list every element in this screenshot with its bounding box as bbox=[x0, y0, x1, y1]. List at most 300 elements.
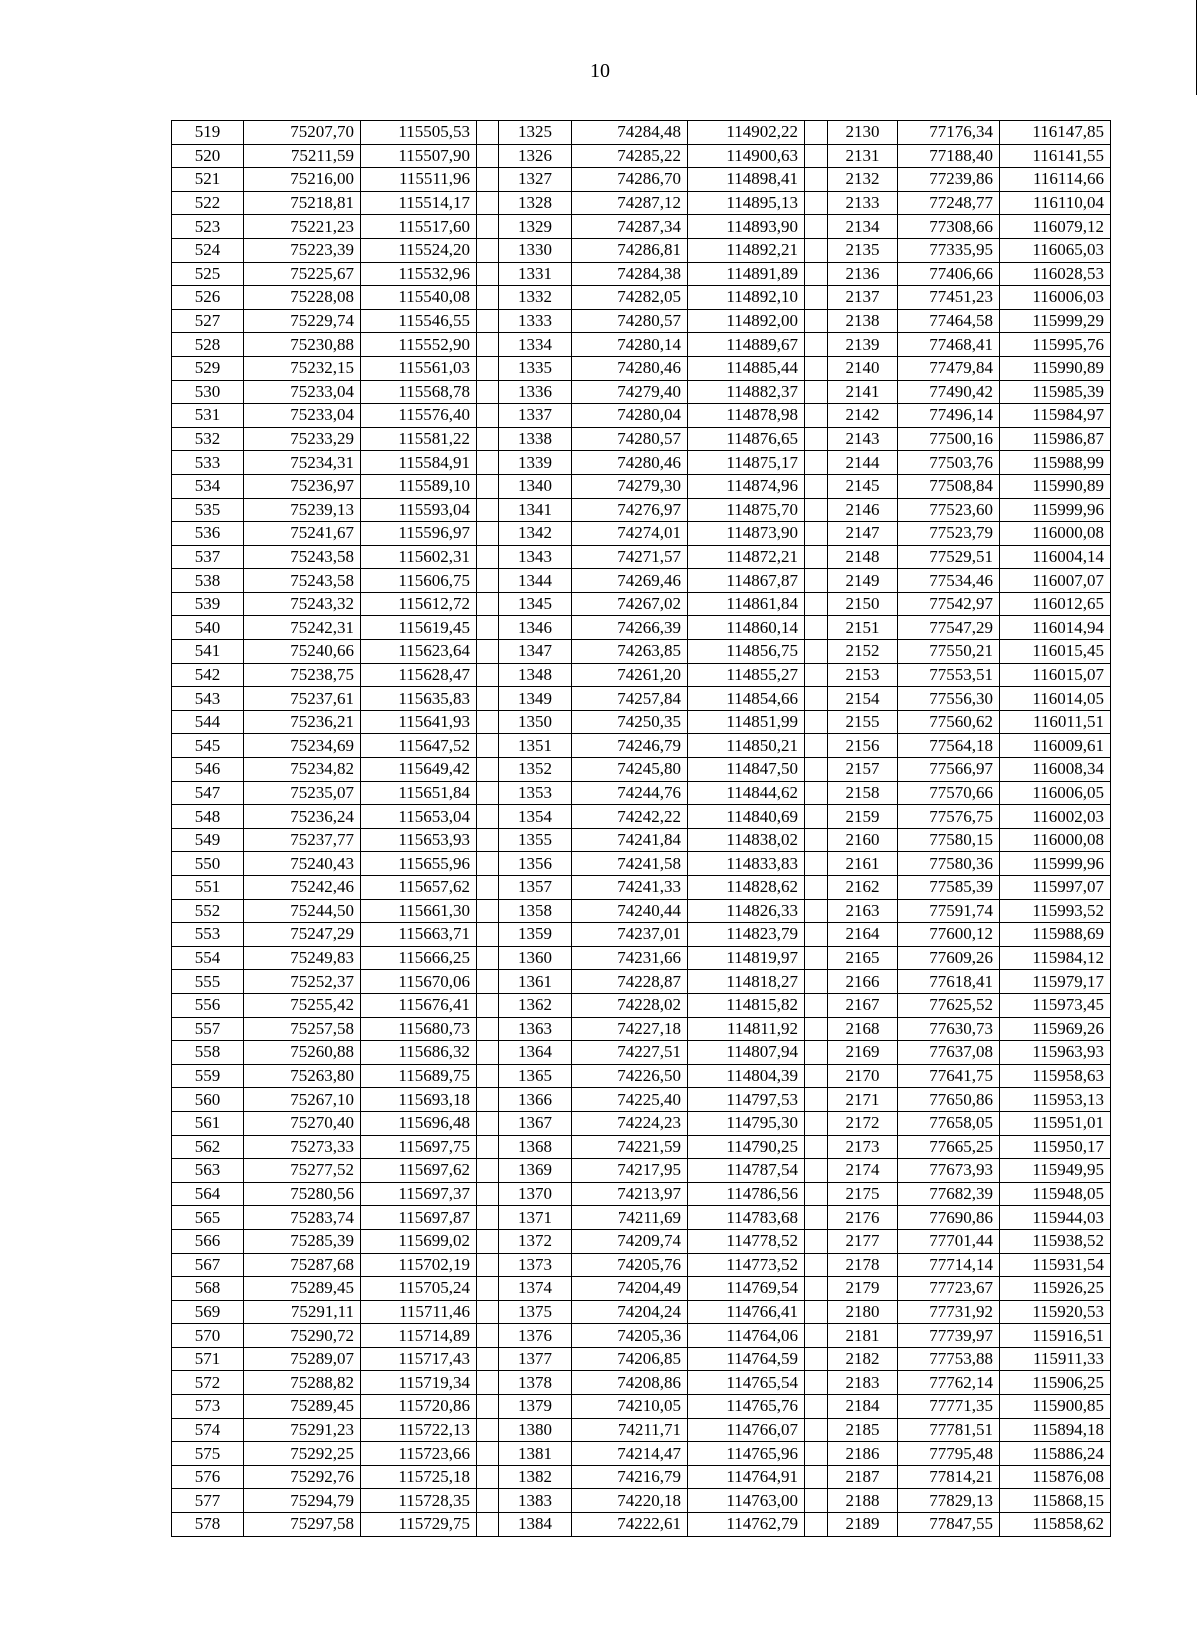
point-number-cell: 2138 bbox=[828, 309, 898, 333]
x-coordinate-cell: 74241,84 bbox=[572, 828, 688, 852]
x-coordinate-cell: 77580,15 bbox=[898, 828, 1000, 852]
group-separator bbox=[805, 1229, 828, 1253]
x-coordinate-cell: 77762,14 bbox=[898, 1371, 1000, 1395]
y-coordinate-cell: 115697,75 bbox=[361, 1135, 477, 1159]
table-row bbox=[172, 1300, 1111, 1324]
group-separator bbox=[477, 1253, 499, 1277]
y-coordinate-cell: 115714,89 bbox=[361, 1324, 477, 1348]
group-separator bbox=[805, 1135, 828, 1159]
table-row bbox=[172, 1159, 1111, 1183]
x-coordinate-cell: 74225,40 bbox=[572, 1088, 688, 1112]
group-separator bbox=[477, 309, 499, 333]
y-coordinate-cell: 115699,02 bbox=[361, 1229, 477, 1253]
y-coordinate-cell: 114900,63 bbox=[688, 144, 805, 168]
y-coordinate-cell: 114873,90 bbox=[688, 522, 805, 546]
y-coordinate-cell: 114893,90 bbox=[688, 215, 805, 239]
x-coordinate-cell: 75242,46 bbox=[244, 876, 361, 900]
y-coordinate-cell: 115717,43 bbox=[361, 1347, 477, 1371]
point-number-cell: 2134 bbox=[828, 215, 898, 239]
point-number-cell: 1380 bbox=[499, 1418, 572, 1442]
point-number-cell: 2172 bbox=[828, 1111, 898, 1135]
x-coordinate-cell: 75240,43 bbox=[244, 852, 361, 876]
table-row bbox=[172, 1418, 1111, 1442]
group-separator bbox=[477, 946, 499, 970]
x-coordinate-cell: 77658,05 bbox=[898, 1111, 1000, 1135]
group-separator bbox=[477, 1135, 499, 1159]
point-number-cell: 1369 bbox=[499, 1159, 572, 1183]
x-coordinate-cell: 74286,81 bbox=[572, 238, 688, 262]
group-separator bbox=[805, 710, 828, 734]
point-number-cell: 574 bbox=[172, 1418, 244, 1442]
group-separator bbox=[805, 1442, 828, 1466]
point-number-cell: 526 bbox=[172, 286, 244, 310]
y-coordinate-cell: 116009,61 bbox=[1000, 734, 1111, 758]
x-coordinate-cell: 74284,38 bbox=[572, 262, 688, 286]
y-coordinate-cell: 114875,70 bbox=[688, 498, 805, 522]
point-number-cell: 563 bbox=[172, 1159, 244, 1183]
x-coordinate-cell: 75237,61 bbox=[244, 687, 361, 711]
x-coordinate-cell: 75234,82 bbox=[244, 758, 361, 782]
point-number-cell: 521 bbox=[172, 168, 244, 192]
group-separator bbox=[477, 498, 499, 522]
x-coordinate-cell: 77176,34 bbox=[898, 121, 1000, 145]
table-row bbox=[172, 1489, 1111, 1513]
group-separator bbox=[805, 781, 828, 805]
table-row bbox=[172, 498, 1111, 522]
point-number-cell: 557 bbox=[172, 1017, 244, 1041]
table-row bbox=[172, 852, 1111, 876]
point-number-cell: 552 bbox=[172, 899, 244, 923]
point-number-cell: 1357 bbox=[499, 876, 572, 900]
x-coordinate-cell: 77739,97 bbox=[898, 1324, 1000, 1348]
y-coordinate-cell: 116007,07 bbox=[1000, 569, 1111, 593]
group-separator bbox=[477, 1159, 499, 1183]
point-number-cell: 1325 bbox=[499, 121, 572, 145]
point-number-cell: 1332 bbox=[499, 286, 572, 310]
group-separator bbox=[477, 1395, 499, 1419]
x-coordinate-cell: 74280,14 bbox=[572, 333, 688, 357]
point-number-cell: 1336 bbox=[499, 380, 572, 404]
y-coordinate-cell: 115926,25 bbox=[1000, 1277, 1111, 1301]
point-number-cell: 1340 bbox=[499, 474, 572, 498]
point-number-cell: 1326 bbox=[499, 144, 572, 168]
y-coordinate-cell: 114892,21 bbox=[688, 238, 805, 262]
point-number-cell: 551 bbox=[172, 876, 244, 900]
x-coordinate-cell: 74228,87 bbox=[572, 970, 688, 994]
y-coordinate-cell: 115988,99 bbox=[1000, 451, 1111, 475]
point-number-cell: 524 bbox=[172, 238, 244, 262]
y-coordinate-cell: 115950,17 bbox=[1000, 1135, 1111, 1159]
point-number-cell: 1355 bbox=[499, 828, 572, 852]
y-coordinate-cell: 115697,87 bbox=[361, 1206, 477, 1230]
group-separator bbox=[805, 1395, 828, 1419]
group-separator bbox=[477, 710, 499, 734]
y-coordinate-cell: 116008,34 bbox=[1000, 758, 1111, 782]
y-coordinate-cell: 116014,94 bbox=[1000, 616, 1111, 640]
point-number-cell: 565 bbox=[172, 1206, 244, 1230]
group-separator bbox=[805, 1064, 828, 1088]
y-coordinate-cell: 114833,83 bbox=[688, 852, 805, 876]
y-coordinate-cell: 115507,90 bbox=[361, 144, 477, 168]
table-row bbox=[172, 380, 1111, 404]
x-coordinate-cell: 75239,13 bbox=[244, 498, 361, 522]
point-number-cell: 2159 bbox=[828, 805, 898, 829]
x-coordinate-cell: 77523,79 bbox=[898, 522, 1000, 546]
table-row bbox=[172, 545, 1111, 569]
y-coordinate-cell: 114762,79 bbox=[688, 1513, 805, 1537]
x-coordinate-cell: 75225,67 bbox=[244, 262, 361, 286]
y-coordinate-cell: 116006,03 bbox=[1000, 286, 1111, 310]
y-coordinate-cell: 115988,69 bbox=[1000, 923, 1111, 947]
y-coordinate-cell: 116015,45 bbox=[1000, 640, 1111, 664]
point-number-cell: 1334 bbox=[499, 333, 572, 357]
group-separator bbox=[477, 828, 499, 852]
x-coordinate-cell: 75232,15 bbox=[244, 356, 361, 380]
point-number-cell: 550 bbox=[172, 852, 244, 876]
y-coordinate-cell: 114867,87 bbox=[688, 569, 805, 593]
y-coordinate-cell: 114764,59 bbox=[688, 1347, 805, 1371]
y-coordinate-cell: 115999,96 bbox=[1000, 498, 1111, 522]
x-coordinate-cell: 75237,77 bbox=[244, 828, 361, 852]
y-coordinate-cell: 115689,75 bbox=[361, 1064, 477, 1088]
point-number-cell: 558 bbox=[172, 1041, 244, 1065]
x-coordinate-cell: 74216,79 bbox=[572, 1465, 688, 1489]
x-coordinate-cell: 74204,49 bbox=[572, 1277, 688, 1301]
x-coordinate-cell: 74267,02 bbox=[572, 592, 688, 616]
y-coordinate-cell: 114892,00 bbox=[688, 309, 805, 333]
group-separator bbox=[477, 1277, 499, 1301]
y-coordinate-cell: 114856,75 bbox=[688, 640, 805, 664]
point-number-cell: 2149 bbox=[828, 569, 898, 593]
group-separator bbox=[477, 238, 499, 262]
y-coordinate-cell: 115517,60 bbox=[361, 215, 477, 239]
group-separator bbox=[805, 899, 828, 923]
y-coordinate-cell: 115729,75 bbox=[361, 1513, 477, 1537]
x-coordinate-cell: 74227,51 bbox=[572, 1041, 688, 1065]
x-coordinate-cell: 75292,76 bbox=[244, 1465, 361, 1489]
x-coordinate-cell: 75236,24 bbox=[244, 805, 361, 829]
table-row bbox=[172, 970, 1111, 994]
point-number-cell: 2143 bbox=[828, 427, 898, 451]
group-separator bbox=[477, 1111, 499, 1135]
y-coordinate-cell: 114763,00 bbox=[688, 1489, 805, 1513]
x-coordinate-cell: 75228,08 bbox=[244, 286, 361, 310]
point-number-cell: 531 bbox=[172, 404, 244, 428]
y-coordinate-cell: 116000,08 bbox=[1000, 828, 1111, 852]
point-number-cell: 1375 bbox=[499, 1300, 572, 1324]
point-number-cell: 539 bbox=[172, 592, 244, 616]
group-separator bbox=[805, 1418, 828, 1442]
y-coordinate-cell: 115894,18 bbox=[1000, 1418, 1111, 1442]
point-number-cell: 1382 bbox=[499, 1465, 572, 1489]
x-coordinate-cell: 74209,74 bbox=[572, 1229, 688, 1253]
y-coordinate-cell: 115876,08 bbox=[1000, 1465, 1111, 1489]
x-coordinate-cell: 77814,21 bbox=[898, 1465, 1000, 1489]
x-coordinate-cell: 77591,74 bbox=[898, 899, 1000, 923]
y-coordinate-cell: 115979,17 bbox=[1000, 970, 1111, 994]
y-coordinate-cell: 114764,91 bbox=[688, 1465, 805, 1489]
group-separator bbox=[805, 1088, 828, 1112]
x-coordinate-cell: 77500,16 bbox=[898, 427, 1000, 451]
point-number-cell: 1366 bbox=[499, 1088, 572, 1112]
x-coordinate-cell: 75218,81 bbox=[244, 191, 361, 215]
y-coordinate-cell: 114826,33 bbox=[688, 899, 805, 923]
y-coordinate-cell: 114860,14 bbox=[688, 616, 805, 640]
y-coordinate-cell: 116014,05 bbox=[1000, 687, 1111, 711]
group-separator bbox=[805, 168, 828, 192]
y-coordinate-cell: 115986,87 bbox=[1000, 427, 1111, 451]
x-coordinate-cell: 77496,14 bbox=[898, 404, 1000, 428]
point-number-cell: 556 bbox=[172, 993, 244, 1017]
point-number-cell: 537 bbox=[172, 545, 244, 569]
table-row bbox=[172, 1135, 1111, 1159]
y-coordinate-cell: 115702,19 bbox=[361, 1253, 477, 1277]
point-number-cell: 1330 bbox=[499, 238, 572, 262]
group-separator bbox=[805, 852, 828, 876]
x-coordinate-cell: 75221,23 bbox=[244, 215, 361, 239]
x-coordinate-cell: 74241,33 bbox=[572, 876, 688, 900]
y-coordinate-cell: 115593,04 bbox=[361, 498, 477, 522]
table-row bbox=[172, 993, 1111, 1017]
y-coordinate-cell: 115680,73 bbox=[361, 1017, 477, 1041]
y-coordinate-cell: 116011,51 bbox=[1000, 710, 1111, 734]
point-number-cell: 1349 bbox=[499, 687, 572, 711]
x-coordinate-cell: 74205,76 bbox=[572, 1253, 688, 1277]
y-coordinate-cell: 114854,66 bbox=[688, 687, 805, 711]
point-number-cell: 529 bbox=[172, 356, 244, 380]
y-coordinate-cell: 116006,05 bbox=[1000, 781, 1111, 805]
x-coordinate-cell: 75230,88 bbox=[244, 333, 361, 357]
point-number-cell: 555 bbox=[172, 970, 244, 994]
group-separator bbox=[805, 1182, 828, 1206]
x-coordinate-cell: 77630,73 bbox=[898, 1017, 1000, 1041]
point-number-cell: 523 bbox=[172, 215, 244, 239]
y-coordinate-cell: 116002,03 bbox=[1000, 805, 1111, 829]
table-row bbox=[172, 191, 1111, 215]
group-separator bbox=[805, 828, 828, 852]
y-coordinate-cell: 115948,05 bbox=[1000, 1182, 1111, 1206]
point-number-cell: 560 bbox=[172, 1088, 244, 1112]
group-separator bbox=[805, 1159, 828, 1183]
table-row bbox=[172, 333, 1111, 357]
x-coordinate-cell: 75207,70 bbox=[244, 121, 361, 145]
x-coordinate-cell: 75234,31 bbox=[244, 451, 361, 475]
group-separator bbox=[477, 569, 499, 593]
x-coordinate-cell: 74287,34 bbox=[572, 215, 688, 239]
point-number-cell: 572 bbox=[172, 1371, 244, 1395]
y-coordinate-cell: 114875,17 bbox=[688, 451, 805, 475]
point-number-cell: 2180 bbox=[828, 1300, 898, 1324]
y-coordinate-cell: 115916,51 bbox=[1000, 1324, 1111, 1348]
y-coordinate-cell: 115602,31 bbox=[361, 545, 477, 569]
y-coordinate-cell: 115944,03 bbox=[1000, 1206, 1111, 1230]
y-coordinate-cell: 114828,62 bbox=[688, 876, 805, 900]
x-coordinate-cell: 75238,75 bbox=[244, 663, 361, 687]
x-coordinate-cell: 77508,84 bbox=[898, 474, 1000, 498]
group-separator bbox=[477, 899, 499, 923]
x-coordinate-cell: 75233,04 bbox=[244, 380, 361, 404]
point-number-cell: 2178 bbox=[828, 1253, 898, 1277]
x-coordinate-cell: 75280,56 bbox=[244, 1182, 361, 1206]
y-coordinate-cell: 115997,07 bbox=[1000, 876, 1111, 900]
point-number-cell: 1367 bbox=[499, 1111, 572, 1135]
y-coordinate-cell: 115514,17 bbox=[361, 191, 477, 215]
x-coordinate-cell: 74208,86 bbox=[572, 1371, 688, 1395]
point-number-cell: 1328 bbox=[499, 191, 572, 215]
x-coordinate-cell: 77570,66 bbox=[898, 781, 1000, 805]
x-coordinate-cell: 77781,51 bbox=[898, 1418, 1000, 1442]
x-coordinate-cell: 75211,59 bbox=[244, 144, 361, 168]
x-coordinate-cell: 75243,58 bbox=[244, 569, 361, 593]
point-number-cell: 527 bbox=[172, 309, 244, 333]
point-number-cell: 575 bbox=[172, 1442, 244, 1466]
point-number-cell: 2133 bbox=[828, 191, 898, 215]
x-coordinate-cell: 74257,84 bbox=[572, 687, 688, 711]
x-coordinate-cell: 75289,07 bbox=[244, 1347, 361, 1371]
point-number-cell: 2130 bbox=[828, 121, 898, 145]
point-number-cell: 573 bbox=[172, 1395, 244, 1419]
group-separator bbox=[805, 734, 828, 758]
x-coordinate-cell: 77451,23 bbox=[898, 286, 1000, 310]
point-number-cell: 1356 bbox=[499, 852, 572, 876]
group-separator bbox=[477, 1513, 499, 1537]
x-coordinate-cell: 75290,72 bbox=[244, 1324, 361, 1348]
x-coordinate-cell: 77580,36 bbox=[898, 852, 1000, 876]
group-separator bbox=[477, 215, 499, 239]
x-coordinate-cell: 77553,51 bbox=[898, 663, 1000, 687]
x-coordinate-cell: 74276,97 bbox=[572, 498, 688, 522]
x-coordinate-cell: 74280,46 bbox=[572, 451, 688, 475]
point-number-cell: 549 bbox=[172, 828, 244, 852]
group-separator bbox=[477, 380, 499, 404]
point-number-cell: 2181 bbox=[828, 1324, 898, 1348]
table-row bbox=[172, 404, 1111, 428]
y-coordinate-cell: 114766,07 bbox=[688, 1418, 805, 1442]
point-number-cell: 2171 bbox=[828, 1088, 898, 1112]
x-coordinate-cell: 77406,66 bbox=[898, 262, 1000, 286]
point-number-cell: 546 bbox=[172, 758, 244, 782]
x-coordinate-cell: 77248,77 bbox=[898, 191, 1000, 215]
point-number-cell: 2145 bbox=[828, 474, 898, 498]
point-number-cell: 1339 bbox=[499, 451, 572, 475]
y-coordinate-cell: 115596,97 bbox=[361, 522, 477, 546]
y-coordinate-cell: 116000,08 bbox=[1000, 522, 1111, 546]
group-separator bbox=[477, 923, 499, 947]
point-number-cell: 568 bbox=[172, 1277, 244, 1301]
x-coordinate-cell: 74286,70 bbox=[572, 168, 688, 192]
y-coordinate-cell: 115728,35 bbox=[361, 1489, 477, 1513]
y-coordinate-cell: 114790,25 bbox=[688, 1135, 805, 1159]
point-number-cell: 1379 bbox=[499, 1395, 572, 1419]
group-separator bbox=[477, 1418, 499, 1442]
y-coordinate-cell: 115858,62 bbox=[1000, 1513, 1111, 1537]
point-number-cell: 1365 bbox=[499, 1064, 572, 1088]
y-coordinate-cell: 114815,82 bbox=[688, 993, 805, 1017]
table-row bbox=[172, 451, 1111, 475]
x-coordinate-cell: 74266,39 bbox=[572, 616, 688, 640]
point-number-cell: 2176 bbox=[828, 1206, 898, 1230]
point-number-cell: 554 bbox=[172, 946, 244, 970]
table-row bbox=[172, 899, 1111, 923]
group-separator bbox=[805, 238, 828, 262]
x-coordinate-cell: 75294,79 bbox=[244, 1489, 361, 1513]
group-separator bbox=[805, 356, 828, 380]
point-number-cell: 1359 bbox=[499, 923, 572, 947]
point-number-cell: 2139 bbox=[828, 333, 898, 357]
x-coordinate-cell: 77188,40 bbox=[898, 144, 1000, 168]
x-coordinate-cell: 77682,39 bbox=[898, 1182, 1000, 1206]
group-separator bbox=[477, 1017, 499, 1041]
y-coordinate-cell: 115561,03 bbox=[361, 356, 477, 380]
point-number-cell: 2169 bbox=[828, 1041, 898, 1065]
table-row bbox=[172, 592, 1111, 616]
y-coordinate-cell: 115696,48 bbox=[361, 1111, 477, 1135]
x-coordinate-cell: 77556,30 bbox=[898, 687, 1000, 711]
y-coordinate-cell: 114765,54 bbox=[688, 1371, 805, 1395]
x-coordinate-cell: 77550,21 bbox=[898, 640, 1000, 664]
point-number-cell: 1338 bbox=[499, 427, 572, 451]
group-separator bbox=[805, 1253, 828, 1277]
y-coordinate-cell: 115993,52 bbox=[1000, 899, 1111, 923]
group-separator bbox=[477, 1489, 499, 1513]
x-coordinate-cell: 77618,41 bbox=[898, 970, 1000, 994]
y-coordinate-cell: 115906,25 bbox=[1000, 1371, 1111, 1395]
point-number-cell: 2154 bbox=[828, 687, 898, 711]
y-coordinate-cell: 114786,56 bbox=[688, 1182, 805, 1206]
x-coordinate-cell: 75233,29 bbox=[244, 427, 361, 451]
y-coordinate-cell: 116147,85 bbox=[1000, 121, 1111, 145]
y-coordinate-cell: 114847,50 bbox=[688, 758, 805, 782]
x-coordinate-cell: 77335,95 bbox=[898, 238, 1000, 262]
point-number-cell: 535 bbox=[172, 498, 244, 522]
y-coordinate-cell: 115546,55 bbox=[361, 309, 477, 333]
point-number-cell: 2175 bbox=[828, 1182, 898, 1206]
x-coordinate-cell: 75244,50 bbox=[244, 899, 361, 923]
group-separator bbox=[477, 144, 499, 168]
y-coordinate-cell: 115606,75 bbox=[361, 569, 477, 593]
x-coordinate-cell: 75267,10 bbox=[244, 1088, 361, 1112]
y-coordinate-cell: 114844,62 bbox=[688, 781, 805, 805]
table-row bbox=[172, 286, 1111, 310]
x-coordinate-cell: 77753,88 bbox=[898, 1347, 1000, 1371]
point-number-cell: 2140 bbox=[828, 356, 898, 380]
group-separator bbox=[805, 616, 828, 640]
point-number-cell: 1331 bbox=[499, 262, 572, 286]
y-coordinate-cell: 115723,66 bbox=[361, 1442, 477, 1466]
group-separator bbox=[805, 1017, 828, 1041]
group-separator bbox=[477, 168, 499, 192]
group-separator bbox=[805, 215, 828, 239]
group-separator bbox=[805, 333, 828, 357]
y-coordinate-cell: 114795,30 bbox=[688, 1111, 805, 1135]
point-number-cell: 2135 bbox=[828, 238, 898, 262]
y-coordinate-cell: 114818,27 bbox=[688, 970, 805, 994]
x-coordinate-cell: 75297,58 bbox=[244, 1513, 361, 1537]
point-number-cell: 547 bbox=[172, 781, 244, 805]
point-number-cell: 1327 bbox=[499, 168, 572, 192]
y-coordinate-cell: 115505,53 bbox=[361, 121, 477, 145]
point-number-cell: 536 bbox=[172, 522, 244, 546]
y-coordinate-cell: 116004,14 bbox=[1000, 545, 1111, 569]
table-row bbox=[172, 121, 1111, 145]
y-coordinate-cell: 115657,62 bbox=[361, 876, 477, 900]
table-row bbox=[172, 1371, 1111, 1395]
point-number-cell: 2150 bbox=[828, 592, 898, 616]
table-row bbox=[172, 758, 1111, 782]
y-coordinate-cell: 115949,95 bbox=[1000, 1159, 1111, 1183]
point-number-cell: 2161 bbox=[828, 852, 898, 876]
table-row bbox=[172, 1324, 1111, 1348]
